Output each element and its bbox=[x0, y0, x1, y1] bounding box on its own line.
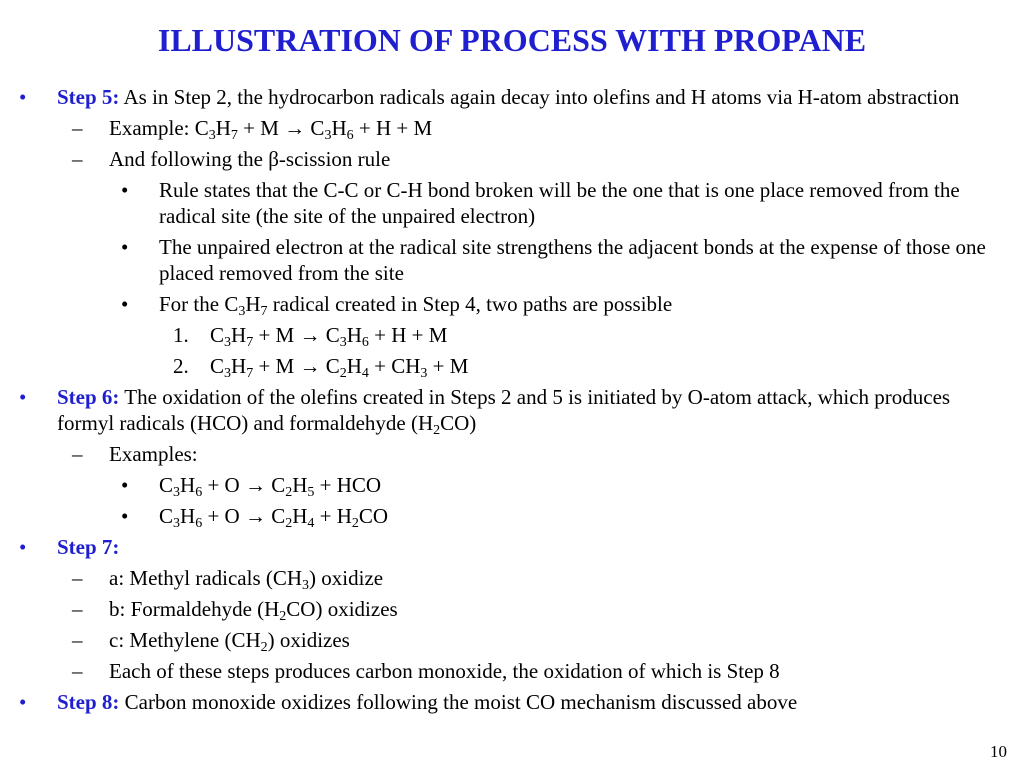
subscript: 3 bbox=[238, 304, 246, 319]
text-segment: + H + M bbox=[368, 323, 448, 347]
text-segment: H bbox=[346, 323, 362, 347]
bullet-marker: • bbox=[121, 292, 129, 316]
bullet-text bbox=[109, 565, 989, 591]
text-segment: C bbox=[210, 323, 225, 347]
step-label: Step 8: bbox=[57, 690, 120, 714]
bullet-item-level-2 bbox=[0, 146, 1024, 172]
text-segment: H bbox=[245, 292, 261, 316]
text-segment: Each of these steps produces carbon monoxide, the oxidation of which is Step 8 bbox=[109, 659, 780, 683]
text-segment: For the C bbox=[159, 292, 239, 316]
dash-marker: – bbox=[72, 566, 83, 590]
bullet-text bbox=[210, 322, 990, 348]
text-segment: + M → C bbox=[237, 116, 325, 140]
text-segment: CO) bbox=[440, 411, 477, 435]
text-segment: H bbox=[180, 473, 196, 497]
subscript: 6 bbox=[195, 516, 203, 531]
text-segment: + M → C bbox=[253, 323, 340, 347]
bullet-item-level-3 bbox=[0, 472, 1024, 498]
bullet-text bbox=[159, 291, 989, 317]
text-segment: + M → C bbox=[253, 354, 340, 378]
subscript: 6 bbox=[361, 335, 369, 350]
bullet-item-level-3 bbox=[0, 234, 1024, 286]
dash-marker: – bbox=[72, 442, 83, 466]
bullet-marker: • bbox=[121, 235, 129, 259]
number-marker: 1. bbox=[173, 323, 189, 347]
bullet-item-level-1 bbox=[0, 384, 1024, 436]
text-segment: C bbox=[210, 354, 225, 378]
bullet-text bbox=[159, 234, 989, 286]
bullet-item-level-3 bbox=[0, 503, 1024, 529]
subscript: 4 bbox=[361, 366, 369, 381]
subscript: 6 bbox=[346, 128, 354, 143]
text-segment: + O → C bbox=[202, 473, 286, 497]
bullet-text bbox=[109, 658, 989, 684]
step-label: Step 5: bbox=[57, 85, 120, 109]
bullet-text bbox=[109, 627, 989, 653]
text-segment: + CH bbox=[368, 354, 421, 378]
text-segment: C bbox=[159, 473, 174, 497]
text-segment: ) oxidizes bbox=[267, 628, 350, 652]
text-segment: H bbox=[331, 116, 347, 140]
bullet-text bbox=[109, 146, 989, 172]
text-segment: H bbox=[215, 116, 231, 140]
page-number: 10 bbox=[990, 742, 1007, 761]
bullet-text bbox=[109, 115, 989, 141]
subscript: 3 bbox=[224, 335, 232, 350]
text-segment: H bbox=[292, 473, 308, 497]
text-segment: C bbox=[159, 504, 174, 528]
text-segment: b: Formaldehyde (H bbox=[109, 597, 280, 621]
step-label: Step 7: bbox=[57, 535, 120, 559]
subscript: 7 bbox=[246, 366, 254, 381]
bullet-text bbox=[159, 472, 989, 498]
subscript: 3 bbox=[324, 128, 332, 143]
step-label: Step 6: bbox=[57, 385, 120, 409]
text-segment: a: Methyl radicals (CH bbox=[109, 566, 303, 590]
bullet-text bbox=[109, 441, 989, 467]
bullet-text bbox=[159, 503, 989, 529]
subscript: 3 bbox=[420, 366, 428, 381]
subscript: 6 bbox=[195, 485, 203, 500]
slide-title: ILLUSTRATION OF PROCESS WITH PROPANE bbox=[157, 22, 867, 58]
dash-marker: – bbox=[72, 628, 83, 652]
text-segment: Examples: bbox=[109, 442, 198, 466]
bullet-item-level-2 bbox=[0, 115, 1024, 141]
bullet-item-level-2 bbox=[0, 627, 1024, 653]
text-segment: + HCO bbox=[314, 473, 382, 497]
bullet-item-level-1 bbox=[0, 534, 1024, 560]
subscript: 2 bbox=[260, 640, 268, 655]
text-segment: CO bbox=[358, 504, 389, 528]
bullet-text bbox=[57, 384, 992, 436]
text-segment: CO) oxidizes bbox=[286, 597, 398, 621]
text-segment: The oxidation of the olefins created in Steps 2 and 5 is initiated by O-atom attack, which produces formyl radicals (HCO) and formaldehyde (H bbox=[57, 385, 951, 435]
subscript: 3 bbox=[208, 128, 216, 143]
dash-marker: – bbox=[72, 116, 83, 140]
text-segment: + O → C bbox=[202, 504, 286, 528]
bullet-text bbox=[210, 353, 990, 379]
bullet-marker: • bbox=[121, 504, 129, 528]
text-segment: Carbon monoxide oxidizes following the moist CO mechanism discussed above bbox=[119, 690, 798, 714]
subscript: 3 bbox=[173, 485, 181, 500]
dash-marker: – bbox=[72, 147, 83, 171]
bullet-text bbox=[57, 84, 992, 110]
subscript: 3 bbox=[339, 335, 347, 350]
subscript: 7 bbox=[260, 304, 268, 319]
bullet-text bbox=[57, 534, 992, 560]
bullet-marker: • bbox=[19, 385, 27, 409]
subscript: 2 bbox=[433, 423, 441, 438]
bullet-item-level-2 bbox=[0, 596, 1024, 622]
text-segment: And following the β-scission rule bbox=[109, 147, 391, 171]
text-segment: c: Methylene (CH bbox=[109, 628, 261, 652]
bullet-text bbox=[159, 177, 989, 229]
text-segment: + M bbox=[427, 354, 469, 378]
subscript: 7 bbox=[246, 335, 254, 350]
subscript: 3 bbox=[224, 366, 232, 381]
text-segment: As in Step 2, the hydrocarbon radicals again decay into olefins and H atoms via H-atom abstraction bbox=[119, 85, 960, 109]
bullet-list bbox=[0, 79, 1024, 715]
bullet-item-level-1 bbox=[0, 689, 1024, 715]
text-segment: H bbox=[180, 504, 196, 528]
text-segment: radical created in Step 4, two paths are possible bbox=[267, 292, 673, 316]
bullet-text bbox=[57, 689, 992, 715]
dash-marker: – bbox=[72, 597, 83, 621]
bullet-item-level-2 bbox=[0, 441, 1024, 467]
text-segment: Rule states that the C-C or C-H bond broken will be the one that is one place removed from the radical site (the site of the unpaired electron) bbox=[159, 178, 960, 228]
subscript: 2 bbox=[279, 609, 287, 624]
subscript: 2 bbox=[351, 516, 359, 531]
number-marker: 2. bbox=[173, 354, 189, 378]
subscript: 2 bbox=[285, 516, 293, 531]
subscript: 4 bbox=[307, 516, 315, 531]
subscript: 3 bbox=[302, 578, 310, 593]
text-segment: ) oxidize bbox=[309, 566, 384, 590]
text-segment: H bbox=[231, 323, 247, 347]
text-segment: H bbox=[231, 354, 247, 378]
text-segment: H bbox=[292, 504, 308, 528]
bullet-item-level-4 bbox=[0, 353, 1024, 379]
bullet-item-level-2 bbox=[0, 565, 1024, 591]
bullet-marker: • bbox=[19, 690, 27, 714]
bullet-item-level-2 bbox=[0, 658, 1024, 684]
text-segment: Example: C bbox=[109, 116, 209, 140]
bullet-text bbox=[109, 596, 989, 622]
text-segment: + H bbox=[314, 504, 352, 528]
bullet-marker: • bbox=[19, 535, 27, 559]
subscript: 3 bbox=[173, 516, 181, 531]
bullet-item-level-4 bbox=[0, 322, 1024, 348]
dash-marker: – bbox=[72, 659, 83, 683]
bullet-marker: • bbox=[121, 178, 129, 202]
subscript: 7 bbox=[230, 128, 238, 143]
text-segment: + H + M bbox=[353, 116, 433, 140]
bullet-marker: • bbox=[121, 473, 129, 497]
bullet-item-level-3 bbox=[0, 291, 1024, 317]
subscript: 2 bbox=[339, 366, 347, 381]
bullet-marker: • bbox=[19, 85, 27, 109]
text-segment: H bbox=[346, 354, 362, 378]
subscript: 5 bbox=[307, 485, 315, 500]
text-segment: The unpaired electron at the radical site strengthens the adjacent bonds at the expense of those one placed removed from the site bbox=[159, 235, 986, 285]
bullet-item-level-3 bbox=[0, 177, 1024, 229]
bullet-item-level-1 bbox=[0, 84, 1024, 110]
subscript: 2 bbox=[285, 485, 293, 500]
